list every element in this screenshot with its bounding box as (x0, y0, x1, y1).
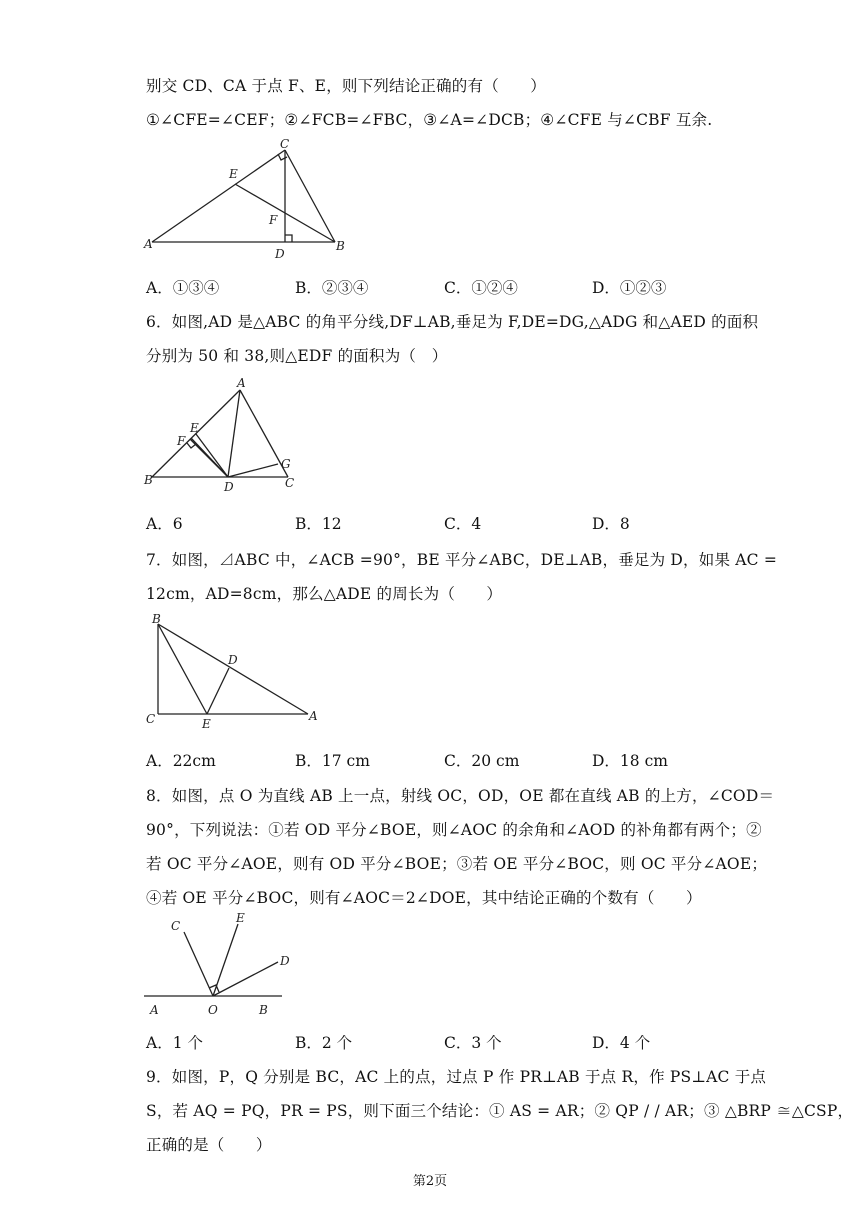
q8-text-line-2: 90°，下列说法：①若 OD 平分∠BOE，则∠AOC 的余角和∠AOD 的补角都有两个；② (146, 821, 762, 839)
q9-text-line-2: S，若 AQ = PQ，PR = PS，则下面三个结论：① AS = AR；② QP / / AR；③ △BRP ≅△CSP， (146, 1102, 854, 1120)
q8-option-d[interactable]: D．4 个 (592, 1034, 651, 1052)
q6-label-b: B (144, 473, 153, 487)
q5-label-f: F (269, 213, 278, 227)
q5-option-a[interactable]: A．①③④ (146, 279, 220, 297)
q7-option-c[interactable]: C．20 cm (444, 752, 520, 770)
q7-label-c: C (146, 712, 156, 726)
q8-label-o: O (208, 1003, 218, 1017)
q6-label-g: G (281, 457, 291, 471)
q7-option-d[interactable]: D．18 cm (592, 752, 668, 770)
q8-label-c: C (171, 919, 181, 933)
q6-option-c[interactable]: C．4 (444, 515, 482, 533)
q5-option-c[interactable]: C．①②④ (444, 279, 518, 297)
q8-text-line-3: 若 OC 平分∠AOE，则有 OD 平分∠BOE；③若 OE 平分∠BOC，则 OC 平分∠AOE； (146, 855, 768, 873)
q8-label-d: D (280, 954, 290, 968)
q9-text-line-3: 正确的是（ ） (146, 1136, 272, 1154)
q6-text-line-2: 分别为 50 和 38,则△EDF 的面积为（ ） (146, 347, 448, 365)
q7-figure (140, 610, 330, 735)
q7-text-line-1: 7．如图，⊿ABC 中，∠ACB =90°，BE 平分∠ABC，DE⊥AB，垂足为 D，如果 AC = (146, 551, 778, 569)
q6-text-line-1: 6．如图,AD 是△ABC 的角平分线,DF⊥AB,垂足为 F,DE=DG,△ADG 和△AED 的面积 (146, 313, 759, 331)
q5-label-e: E (229, 167, 238, 181)
q5-option-d[interactable]: D．①②③ (592, 279, 667, 297)
q6-figure (140, 374, 310, 494)
q7-option-a[interactable]: A．22cm (146, 752, 216, 770)
q5-figure (140, 138, 360, 263)
q6-label-d: D (224, 480, 234, 494)
q6-option-b[interactable]: B．12 (295, 515, 342, 533)
q5-label-b: B (336, 239, 345, 253)
q8-option-a[interactable]: A．1 个 (146, 1034, 203, 1052)
q5-label-c: C (280, 138, 290, 151)
q5-label-a: A (144, 237, 153, 251)
q7-label-a: A (309, 709, 318, 723)
q8-option-b[interactable]: B．2 个 (295, 1034, 353, 1052)
q6-label-f: F (177, 434, 186, 448)
q8-figure (140, 908, 290, 1020)
q5-label-d: D (275, 247, 285, 261)
q7-label-b: B (152, 612, 161, 626)
q6-label-a: A (237, 376, 246, 390)
q7-text-line-2: 12cm，AD=8cm，那么△ADE 的周长为（ ） (146, 585, 503, 603)
q8-text-line-1: 8．如图，点 O 为直线 AB 上一点，射线 OC，OD，OE 都在直线 AB 的上方，∠COD＝ (146, 787, 775, 805)
q8-label-b: B (259, 1003, 268, 1017)
q7-option-b[interactable]: B．17 cm (295, 752, 370, 770)
q7-label-d: D (228, 653, 238, 667)
q6-option-a[interactable]: A．6 (146, 515, 183, 533)
q5-text-line-1: 别交 CD、CA 于点 F、E，则下列结论正确的有（ ） (146, 77, 546, 95)
q6-label-c: C (285, 476, 295, 490)
q7-label-e: E (202, 717, 211, 731)
q6-label-e: E (190, 421, 199, 435)
q5-option-b[interactable]: B．②③④ (295, 279, 369, 297)
q8-option-c[interactable]: C．3 个 (444, 1034, 502, 1052)
q8-label-a: A (150, 1003, 159, 1017)
q8-label-e: E (236, 911, 245, 925)
page-number: 第2页 (412, 1174, 448, 1189)
q9-text-line-1: 9．如图，P，Q 分别是 BC，AC 上的点，过点 P 作 PR⊥AB 于点 R，作 PS⊥AC 于点 (146, 1068, 767, 1086)
q6-option-d[interactable]: D．8 (592, 515, 630, 533)
q8-text-line-4: ④若 OE 平分∠BOC，则有∠AOC＝2∠DOE，其中结论正确的个数有（ ） (146, 889, 702, 907)
q5-text-line-2: ①∠CFE=∠CEF；②∠FCB=∠FBC，③∠A=∠DCB；④∠CFE 与∠CBF 互余. (146, 111, 713, 129)
